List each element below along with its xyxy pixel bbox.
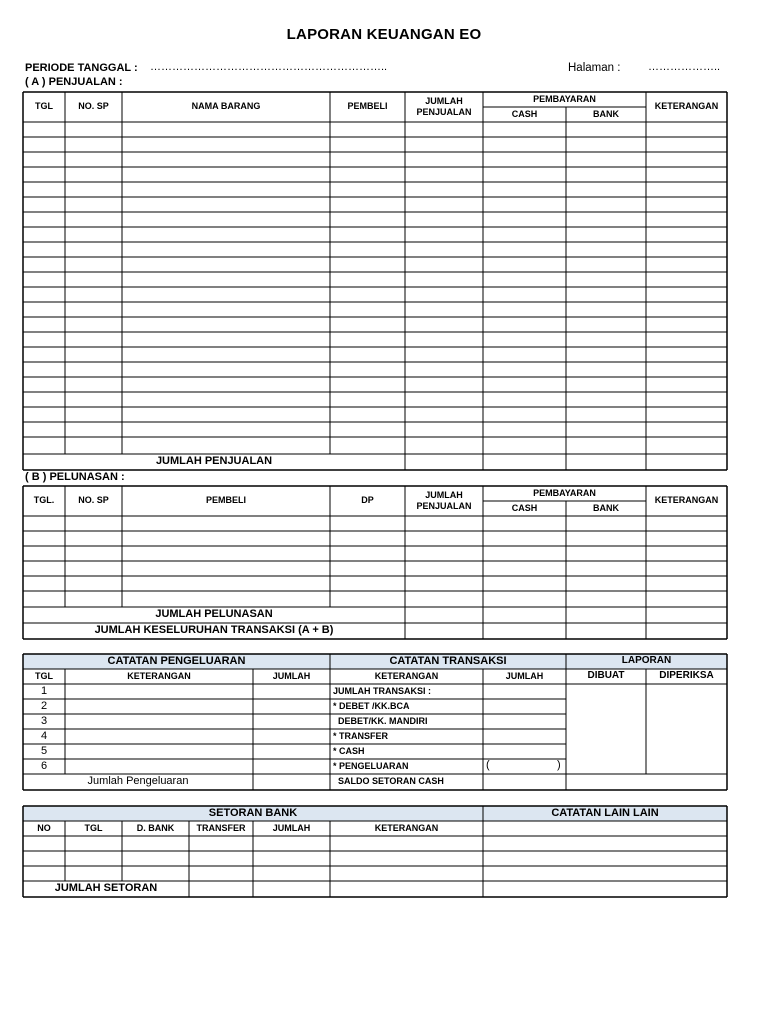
transaksi-row-label: * PENGELUARAN: [333, 760, 409, 771]
a-col-tgl: TGL: [35, 101, 53, 112]
pengeluaran-row-number: 4: [40, 729, 48, 742]
b-col-no-sp: NO. SP: [78, 495, 109, 506]
b-col-dp: DP: [361, 495, 374, 506]
b-col-cash: CASH: [511, 502, 538, 513]
pengeluaran-row-number: 3: [40, 714, 48, 727]
pengeluaran-row-number: 5: [40, 744, 48, 757]
laporan-diperiksa: DIPERIKSA: [659, 670, 714, 682]
pengeluaran-row-number: 2: [40, 699, 48, 712]
setoran-col-dbank: D. BANK: [136, 822, 175, 833]
saldo-setoran-label: SALDO SETORAN CASH: [338, 776, 444, 787]
a-col-nama-barang: NAMA BARANG: [191, 101, 261, 112]
laporan-dibuat: DIBUAT: [587, 670, 625, 682]
setoran-col-no: NO: [37, 822, 51, 833]
transaksi-row-label: * TRANSFER: [333, 730, 389, 741]
transaksi-row-label: DEBET/KK. MANDIRI: [333, 715, 428, 726]
periode-dots[interactable]: ………………………………………………………..: [150, 61, 388, 73]
pengeluaran-title: CATATAN PENGELUARAN: [107, 654, 246, 667]
a-col-cash: CASH: [511, 108, 538, 119]
halaman-label: Halaman :: [568, 62, 621, 74]
paren-close: ): [557, 759, 561, 771]
jumlah-setoran-label: JUMLAH SETORAN: [54, 882, 158, 895]
setoran-col-tgl: TGL: [84, 822, 103, 833]
halaman-dots[interactable]: ………………..: [648, 61, 721, 73]
b-col-keterangan: KETERANGAN: [654, 495, 719, 506]
setoran-title: SETORAN BANK: [208, 806, 298, 819]
section-b-label: ( B ) PELUNASAN :: [25, 471, 125, 483]
transaksi-row-label: JUMLAH TRANSAKSI :: [333, 685, 431, 696]
laporan-title: LAPORAN: [621, 655, 672, 667]
jumlah-keseluruhan-label: JUMLAH KESELURUHAN TRANSAKSI (A + B): [94, 624, 334, 637]
paren-open: (: [486, 759, 490, 771]
lain-title: CATATAN LAIN LAIN: [551, 806, 659, 819]
transaksi-col-jumlah: JUMLAH: [505, 670, 544, 681]
pengeluaran-col-tgl: TGL: [35, 670, 53, 681]
periode-label: PERIODE TANGGAL :: [25, 62, 138, 74]
transaksi-row-label: * DEBET /KK.BCA: [333, 700, 410, 711]
a-col-jumlah-penjualan: JUMLAH PENJUALAN: [416, 95, 472, 117]
setoran-col-keterangan: KETERANGAN: [374, 822, 439, 833]
transaksi-row-label: * CASH: [333, 745, 365, 756]
b-col-pembayaran: PEMBAYARAN: [533, 487, 596, 498]
section-a-label: ( A ) PENJUALAN :: [25, 76, 123, 88]
transaksi-title: CATATAN TRANSAKSI: [389, 654, 507, 667]
jumlah-penjualan-label: JUMLAH PENJUALAN: [155, 455, 273, 468]
pengeluaran-row-number: 1: [40, 684, 48, 697]
a-col-pembeli: PEMBELI: [347, 101, 388, 112]
a-col-keterangan: KETERANGAN: [654, 101, 719, 112]
pengeluaran-col-keterangan: KETERANGAN: [127, 670, 191, 681]
setoran-col-jumlah: JUMLAH: [272, 822, 311, 833]
pengeluaran-row-number: 6: [40, 759, 48, 772]
jumlah-pengeluaran-label: Jumlah Pengeluaran: [87, 775, 189, 788]
jumlah-pelunasan-label: JUMLAH PELUNASAN: [155, 608, 273, 621]
a-col-no-sp: NO. SP: [78, 101, 109, 112]
transaksi-col-keterangan: KETERANGAN: [374, 670, 439, 681]
b-col-bank: BANK: [593, 502, 619, 513]
setoran-col-transfer: TRANSFER: [196, 822, 246, 833]
b-col-pembeli: PEMBELI: [205, 495, 246, 506]
b-col-tgl: TGL.: [33, 495, 55, 506]
a-col-bank: BANK: [593, 108, 619, 119]
page-title: LAPORAN KEUANGAN EO: [286, 26, 482, 43]
pengeluaran-col-jumlah: JUMLAH: [272, 670, 311, 681]
a-col-pembayaran: PEMBAYARAN: [533, 93, 596, 104]
b-col-jumlah-penjualan: JUMLAH PENJUALAN: [416, 489, 472, 511]
